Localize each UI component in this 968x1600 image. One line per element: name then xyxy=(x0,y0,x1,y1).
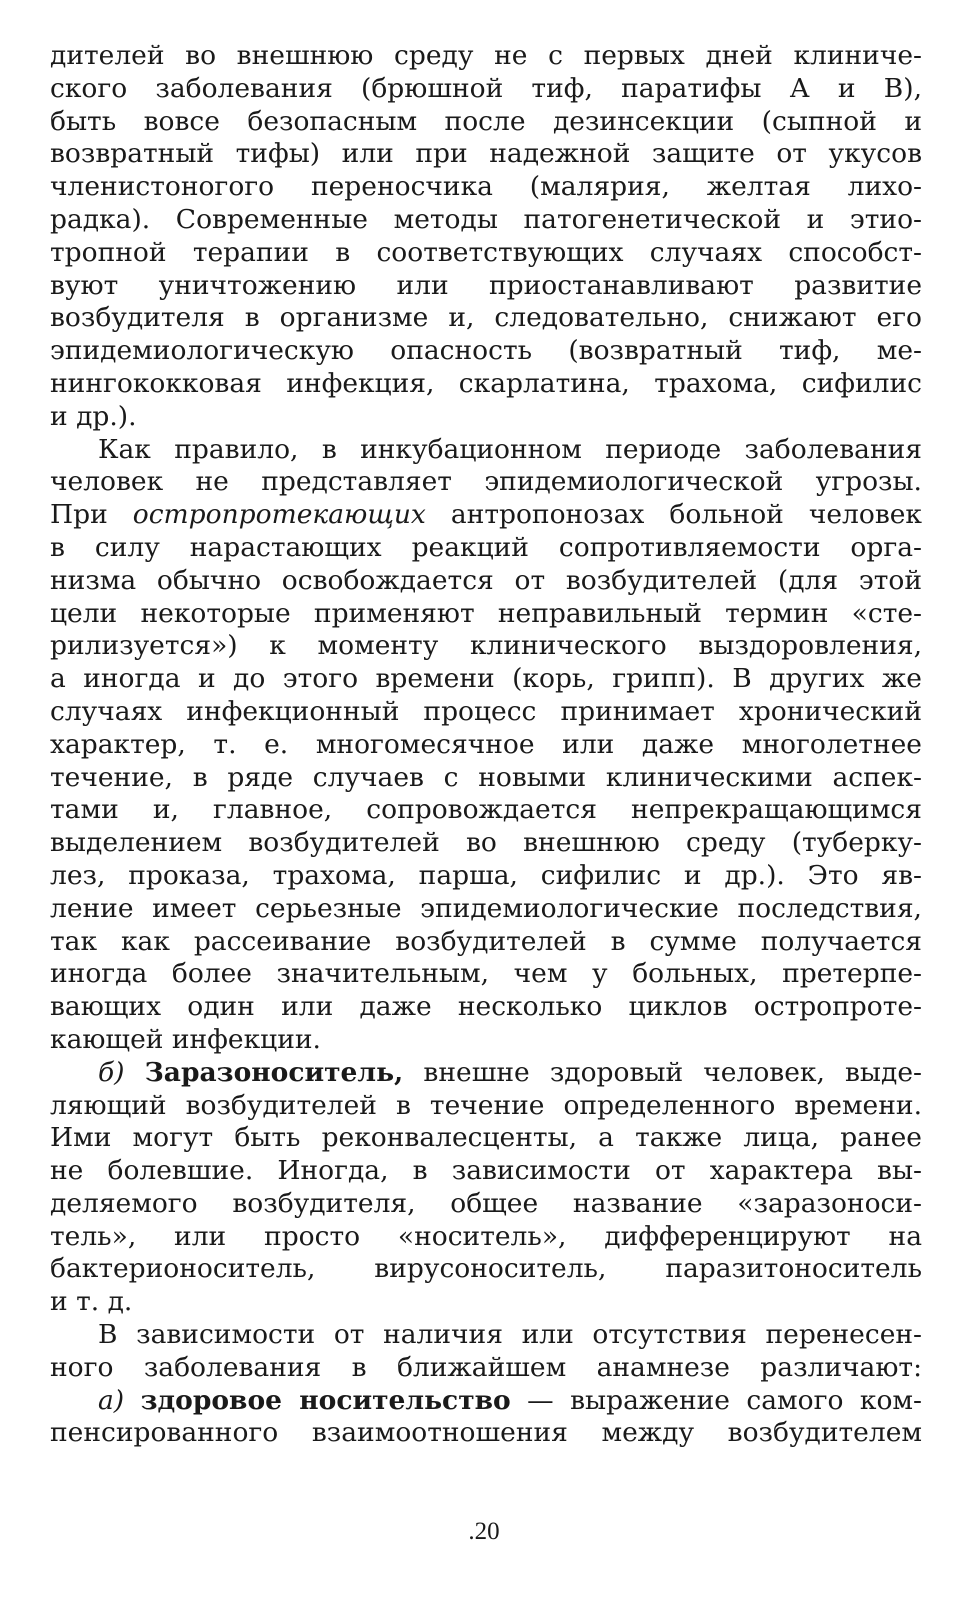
text-line: иногда более значительным, чем у больных, претерпе- xyxy=(50,958,922,990)
text-line: кающей инфекции. xyxy=(50,1023,321,1055)
text-line xyxy=(50,1385,922,1418)
text-line: вуют уничтожению или приостанавливают развитие xyxy=(50,269,922,301)
text-line: нингококковая инфекция, скарлатина, трахома, сифилис xyxy=(50,367,922,399)
text-line: ного заболевания в ближайшем анамнезе различают: xyxy=(50,1351,922,1383)
text-line: ляющий возбудителей в течение определенного времени. xyxy=(50,1089,922,1121)
text-line: тропной терапии в соответствующих случаях способст- xyxy=(50,236,922,268)
text-run: внешне здоровый человек, выде- xyxy=(403,1056,922,1088)
page-number: .20 xyxy=(468,1518,500,1545)
text-line: выделением возбудителей во внешнюю среду (туберку- xyxy=(50,827,922,859)
paragraph-anamnesis xyxy=(50,1319,922,1385)
text-line xyxy=(50,1057,922,1090)
text-line: пенсированного взаимоотношения между возбудителем xyxy=(50,1417,922,1449)
text-line: цели некоторые применяют неправильный термин «сте- xyxy=(50,597,922,629)
text-line: Ими могут быть реконвалесценты, а также лица, ранее xyxy=(50,1122,922,1154)
text-line: лез, проказа, трахома, парша, сифилис и др.). Это яв- xyxy=(50,859,922,891)
text-line: эпидемиологическую опасность (возвратный тиф, ме- xyxy=(50,335,922,367)
text-line: ского заболевания (брюшной тиф, паратифы А и В), xyxy=(50,72,922,104)
text-line: течение, в ряде случаев с новыми клиническими аспек- xyxy=(50,761,922,793)
text-run: антропонозах больной человек xyxy=(425,499,922,531)
text-line: возвратный тифы) или при надежной защите от укусов xyxy=(50,138,922,170)
text-line: деляемого возбудителя, общее название «заразоноси- xyxy=(50,1187,922,1219)
list-marker: а) xyxy=(98,1384,125,1416)
text-line: случаях инфекционный процесс принимает хронический xyxy=(50,695,922,727)
text-line: радка). Современные методы патогенетической и этио- xyxy=(50,203,922,235)
text-line: В зависимости от наличия или отсутствия перенесен- xyxy=(98,1319,922,1351)
paragraph-carrier xyxy=(50,1057,922,1319)
text-run: При xyxy=(50,499,133,531)
text-line: а иногда и до этого времени (корь, грипп). В других же xyxy=(50,663,922,695)
text-line xyxy=(50,499,922,532)
text-line: дителей во внешнюю среду не с первых дней клиниче- xyxy=(50,40,922,71)
text-line: в силу нарастающих реакций сопротивляемости орга- xyxy=(50,531,922,563)
text-line: характер, т. е. многомесячное или даже многолетнее xyxy=(50,728,922,760)
text-line: низма обычно освобождается от возбудителей (для этой xyxy=(50,564,922,596)
text-line: и др.). xyxy=(50,400,137,432)
text-line: человек не представляет эпидемиологической угрозы. xyxy=(50,466,922,498)
text-line: членистоногого переносчика (малярия, желтая лихо- xyxy=(50,171,922,203)
bold-term: здоровое носительство xyxy=(140,1384,511,1416)
list-marker: б) xyxy=(98,1056,125,1088)
text-line: тами и, главное, сопровождается непрекращающимся xyxy=(50,794,922,826)
text-line: бактерионоситель, вирусоноситель, паразитоноситель xyxy=(50,1253,922,1285)
text-line: ление имеет серьезные эпидемиологические последствия, xyxy=(50,892,922,924)
text-line: быть вовсе безопасным после дезинсекции (сыпной и xyxy=(50,105,922,137)
text-line: рилизуется») к моменту клинического выздоровления, xyxy=(50,630,922,662)
text-line: Как правило, в инкубационном периоде заболевания xyxy=(98,433,922,465)
text-line: тель», или просто «носитель», дифференцируют на xyxy=(50,1220,922,1252)
text-line: вающих один или даже несколько циклов остропроте- xyxy=(50,991,922,1023)
text-line: не болевшие. Иногда, в зависимости от характера вы- xyxy=(50,1155,922,1187)
paragraph-incubation xyxy=(50,434,922,1057)
text-line: и т. д. xyxy=(50,1286,133,1318)
body-text xyxy=(50,40,922,1450)
paragraph-carryover xyxy=(50,40,922,434)
text-line: возбудителя в организме и, следовательно, снижают его xyxy=(50,302,922,334)
text-run: — выражение самого ком- xyxy=(510,1384,922,1416)
italic-term: остропротекающих xyxy=(132,499,426,531)
paragraph-healthy-carriage xyxy=(50,1385,922,1451)
bold-term: Заразоноситель, xyxy=(144,1056,404,1088)
text-line: так как рассеивание возбудителей в сумме получается xyxy=(50,925,922,957)
